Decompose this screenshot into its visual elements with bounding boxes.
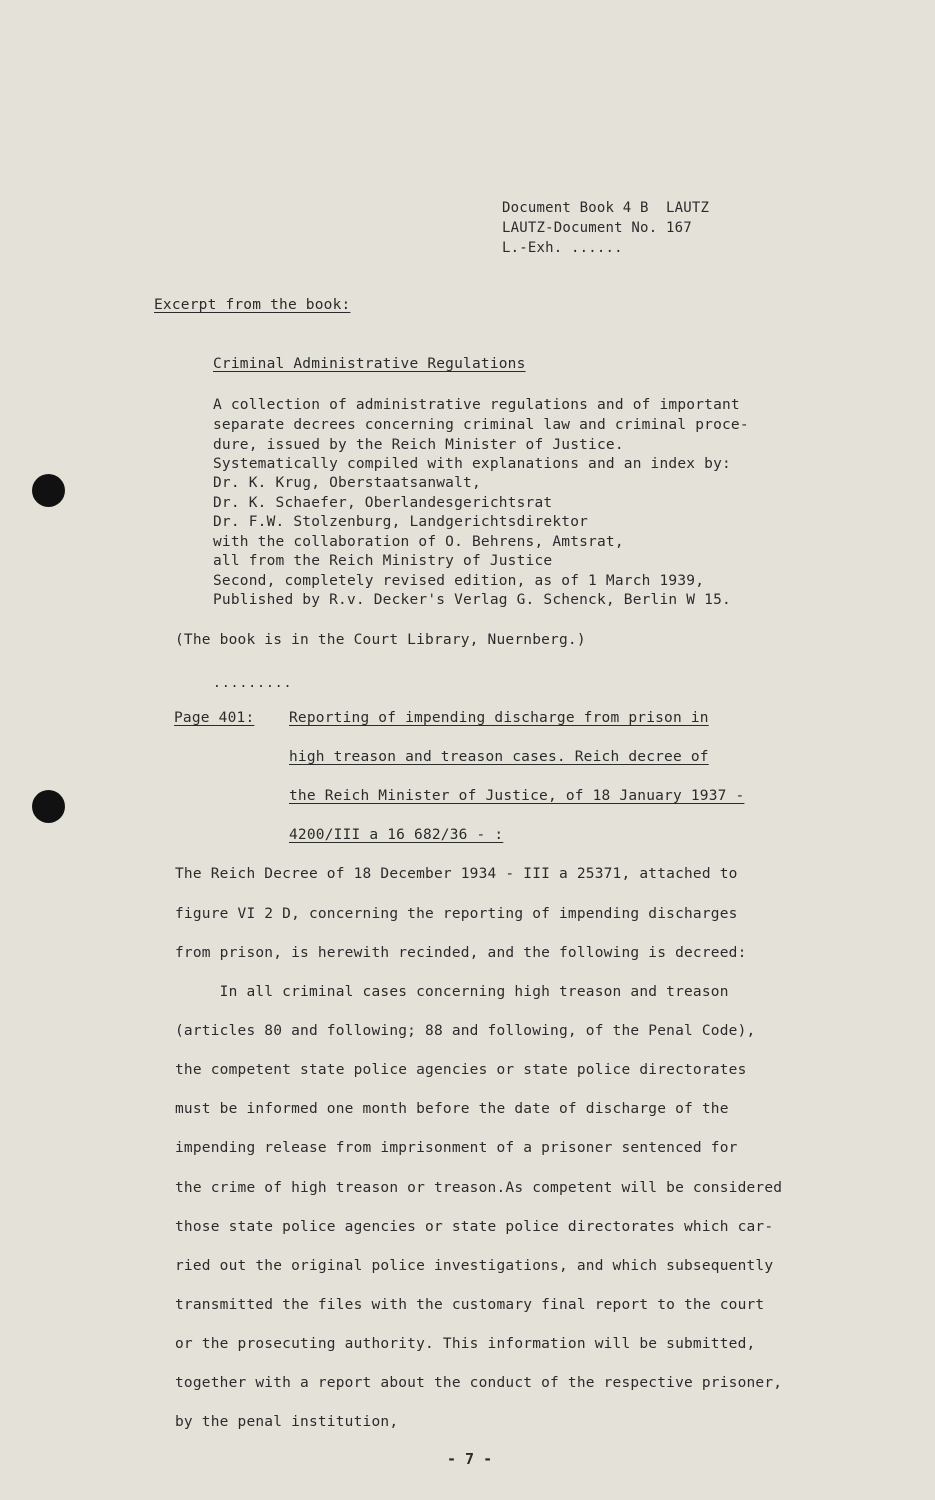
body-line: from prison, is herewith recinded, and the following is decreed: (175, 945, 747, 961)
body-line: the competent state police agencies or state police directorates (175, 1062, 747, 1078)
punch-hole-lower (32, 790, 65, 823)
description-line: dure, issued by the Reich Minister of Justice. (213, 437, 624, 453)
body-line: must be informed one month before the date of discharge of the (175, 1101, 729, 1117)
excerpt-heading: Excerpt from the book: (154, 297, 351, 313)
body-line: transmitted the files with the customary final report to the court (175, 1297, 765, 1313)
description-line: A collection of administrative regulations and of important (213, 397, 740, 413)
description-line: Dr. F.W. Stolzenburg, Landgerichtsdirektor (213, 514, 589, 530)
description-line: Systematically compiled with explanations and an index by: (213, 456, 731, 472)
section-title-line: the Reich Minister of Justice, of 18 January 1937 - (289, 788, 745, 804)
description-line: Second, completely revised edition, as of 1 March 1939, (213, 573, 705, 589)
body-line: In all criminal cases concerning high treason and treason (175, 984, 729, 1000)
punch-hole-upper (32, 474, 65, 507)
page-reference: Page 401: (174, 710, 255, 726)
description-line: separate decrees concerning criminal law and criminal proce- (213, 417, 749, 433)
body-line: figure VI 2 D, concerning the reporting of impending discharges (175, 906, 738, 922)
body-line: impending release from imprisonment of a prisoner sentenced for (175, 1140, 738, 1156)
library-note: (The book is in the Court Library, Nuernberg.) (175, 632, 586, 648)
section-title-line: high treason and treason cases. Reich decree of (289, 749, 709, 765)
body-line: (articles 80 and following; 88 and following, of the Penal Code), (175, 1023, 756, 1039)
description-line: Dr. K. Krug, Oberstaatsanwalt, (213, 475, 481, 491)
body-line: together with a report about the conduct of the respective prisoner, (175, 1375, 783, 1391)
header-doc-book: Document Book 4 B LAUTZ (502, 200, 710, 216)
body-line: The Reich Decree of 18 December 1934 - III a 25371, attached to (175, 866, 738, 882)
section-title-line: 4200/III a 16 682/36 - : (289, 827, 504, 843)
body-line: or the prosecuting authority. This information will be submitted, (175, 1336, 756, 1352)
book-title: Criminal Administrative Regulations (213, 356, 526, 372)
header-exhibit: L.-Exh. ...... (502, 240, 623, 256)
body-line: the crime of high treason or treason.As competent will be considered (175, 1180, 783, 1196)
body-line: by the penal institution, (175, 1414, 399, 1430)
description-line: all from the Reich Ministry of Justice (213, 553, 553, 569)
description-line: with the collaboration of O. Behrens, Amtsrat, (213, 534, 624, 550)
section-title-line: Reporting of impending discharge from prison in (289, 710, 709, 726)
page-number: - 7 - (447, 1450, 493, 1468)
description-line: Published by R.v. Decker's Verlag G. Schenck, Berlin W 15. (213, 592, 731, 608)
body-line: those state police agencies or state police directorates which car- (175, 1219, 774, 1235)
description-line: Dr. K. Schaefer, Oberlandesgerichtsrat (213, 495, 553, 511)
separator-dots: ......... (213, 676, 293, 691)
body-line: ried out the original police investigations, and which subsequently (175, 1258, 774, 1274)
header-doc-number: LAUTZ-Document No. 167 (502, 220, 692, 236)
